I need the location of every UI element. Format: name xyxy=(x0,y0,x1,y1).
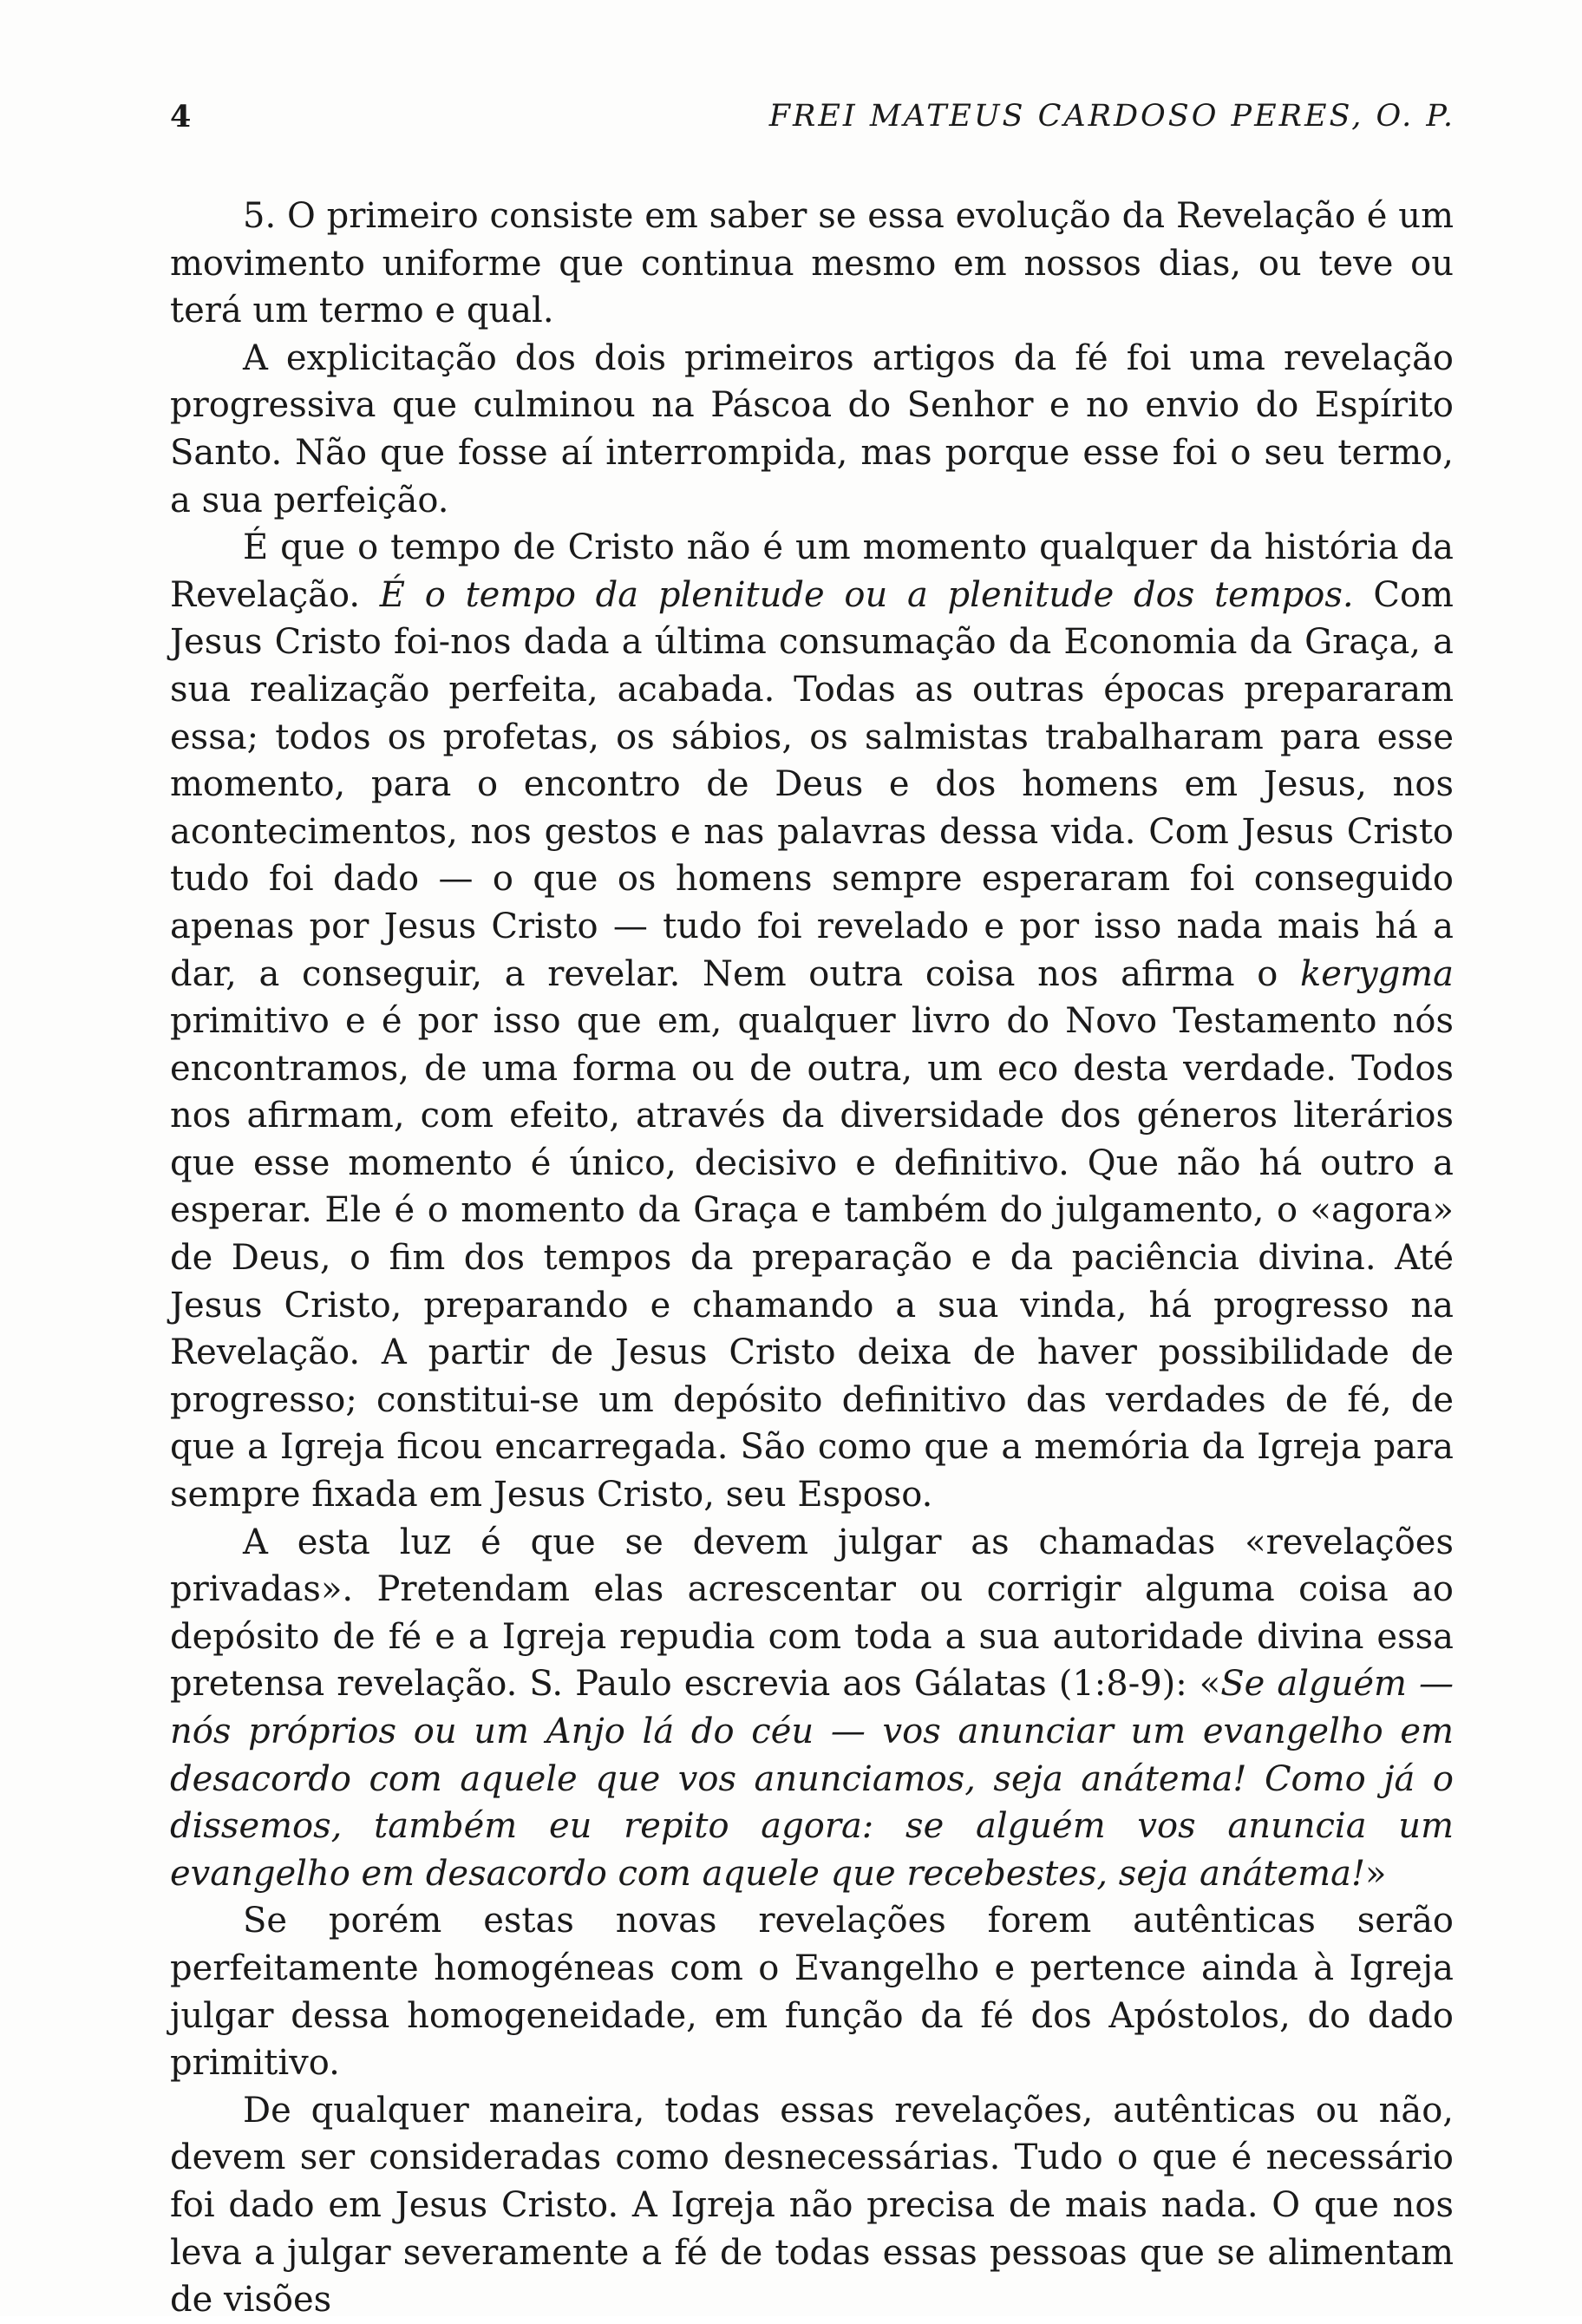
paragraph xyxy=(170,335,1454,524)
page-number: 4 xyxy=(170,99,192,134)
running-head: FREI MATEUS CARDOSO PERES, O. P. xyxy=(768,99,1455,134)
text-run: É que o tempo de Cristo não é um momento qualquer da história da Revelação. xyxy=(170,527,1454,615)
paragraph xyxy=(170,1897,1454,2086)
italic-text: kerygma xyxy=(1299,953,1454,994)
text-run: » xyxy=(1365,1853,1387,1894)
paragraph xyxy=(170,193,1454,335)
italic-text: Se alguém — nós próprios ou um Anjo lá do céu — vos anunciar um evangelho em desacordo com aquele que vos anunciamos, seja anátema! Como já o dissemos, também eu repito agora: se alguém vos anuncia um evangelho em desacordo com aquele que recebestes, seja anátema! xyxy=(170,1664,1454,1894)
text-run: 5. O primeiro consiste em saber se essa evolução da Revelação é um movimento uniforme que continua mesmo em nossos dias, ou teve ou terá um termo e qual. xyxy=(170,196,1454,331)
body-text xyxy=(170,193,1454,2324)
paragraph xyxy=(170,2087,1454,2324)
text-run: A explicitação dos dois primeiros artigos da fé foi uma revelação progressiva que culminou na Páscoa do Senhor e no envio do Espírito Santo. Não que fosse aí interrompida, mas porque esse foi o seu termo, a sua perfeição. xyxy=(170,337,1454,520)
paragraph xyxy=(170,1519,1454,1898)
text-run: A esta luz é que se devem julgar as chamadas «revelações privadas». Pretendam elas acrescentar ou corrigir alguma coisa ao depósito de fé e a Igreja repudia com toda a sua autoridade divina essa pretensa revelação. S. Paulo escrevia aos Gálatas (1:8-9): « xyxy=(170,1522,1454,1705)
italic-text: É o tempo da plenitude ou a plenitude dos tempos. xyxy=(379,574,1354,615)
paragraph xyxy=(170,524,1454,1518)
text-run: primitivo e é por isso que em, qualquer livro do Novo Testamento nós encontramos, de uma forma ou de outra, um eco desta verdade. Todos nos afirmam, com efeito, através da diversidade dos géneros literários que esse momento é único, decisivo e definitivo. Que não há outro a esperar. Ele é o momento da Graça e também do julgamento, o «agora» de Deus, o fim dos tempos da preparação e da paciência divina. Até Jesus Cristo, preparando e chamando a sua vinda, há progresso na Revelação. A partir de Jesus Cristo deixa de haver possibilidade de progresso; constitui-se um depósito definitivo das verdades de fé, de que a Igreja ficou encarregada. São como que a memória da Igreja para sempre fixada em Jesus Cristo, seu Esposo. xyxy=(170,1001,1454,1516)
text-run: Com Jesus Cristo foi-nos dada a última consumação da Economia da Graça, a sua realização perfeita, acabada. Todas as outras épocas prepararam essa; todos os profetas, os sábios, os salmistas trabalharam para esse momento, para o encontro de Deus e dos homens em Jesus, nos acontecimentos, nos gestos e nas palavras dessa vida. Com Jesus Cristo tudo foi dado — o que os homens sempre esperaram foi conseguido apenas por Jesus Cristo — tudo foi revelado e por isso nada mais há a dar, a conseguir, a revelar. Nem outra coisa nos afirma o xyxy=(170,574,1454,994)
text-run: Se porém estas novas revelações forem autênticas serão perfeitamente homogéneas com o Evangelho e pertence ainda à Igreja julgar dessa homogeneidade, em função da fé dos Apóstolos, do dado primitivo. xyxy=(170,1901,1454,2084)
text-run: De qualquer maneira, todas essas revelações, autênticas ou não, devem ser consideradas como desnecessárias. Tudo o que é necessário foi dado em Jesus Cristo. A Igreja não precisa de mais nada. O que nos leva a julgar severamente a fé de todas essas pessoas que se alimentam de visões xyxy=(170,2090,1454,2321)
page-header xyxy=(170,99,1455,151)
